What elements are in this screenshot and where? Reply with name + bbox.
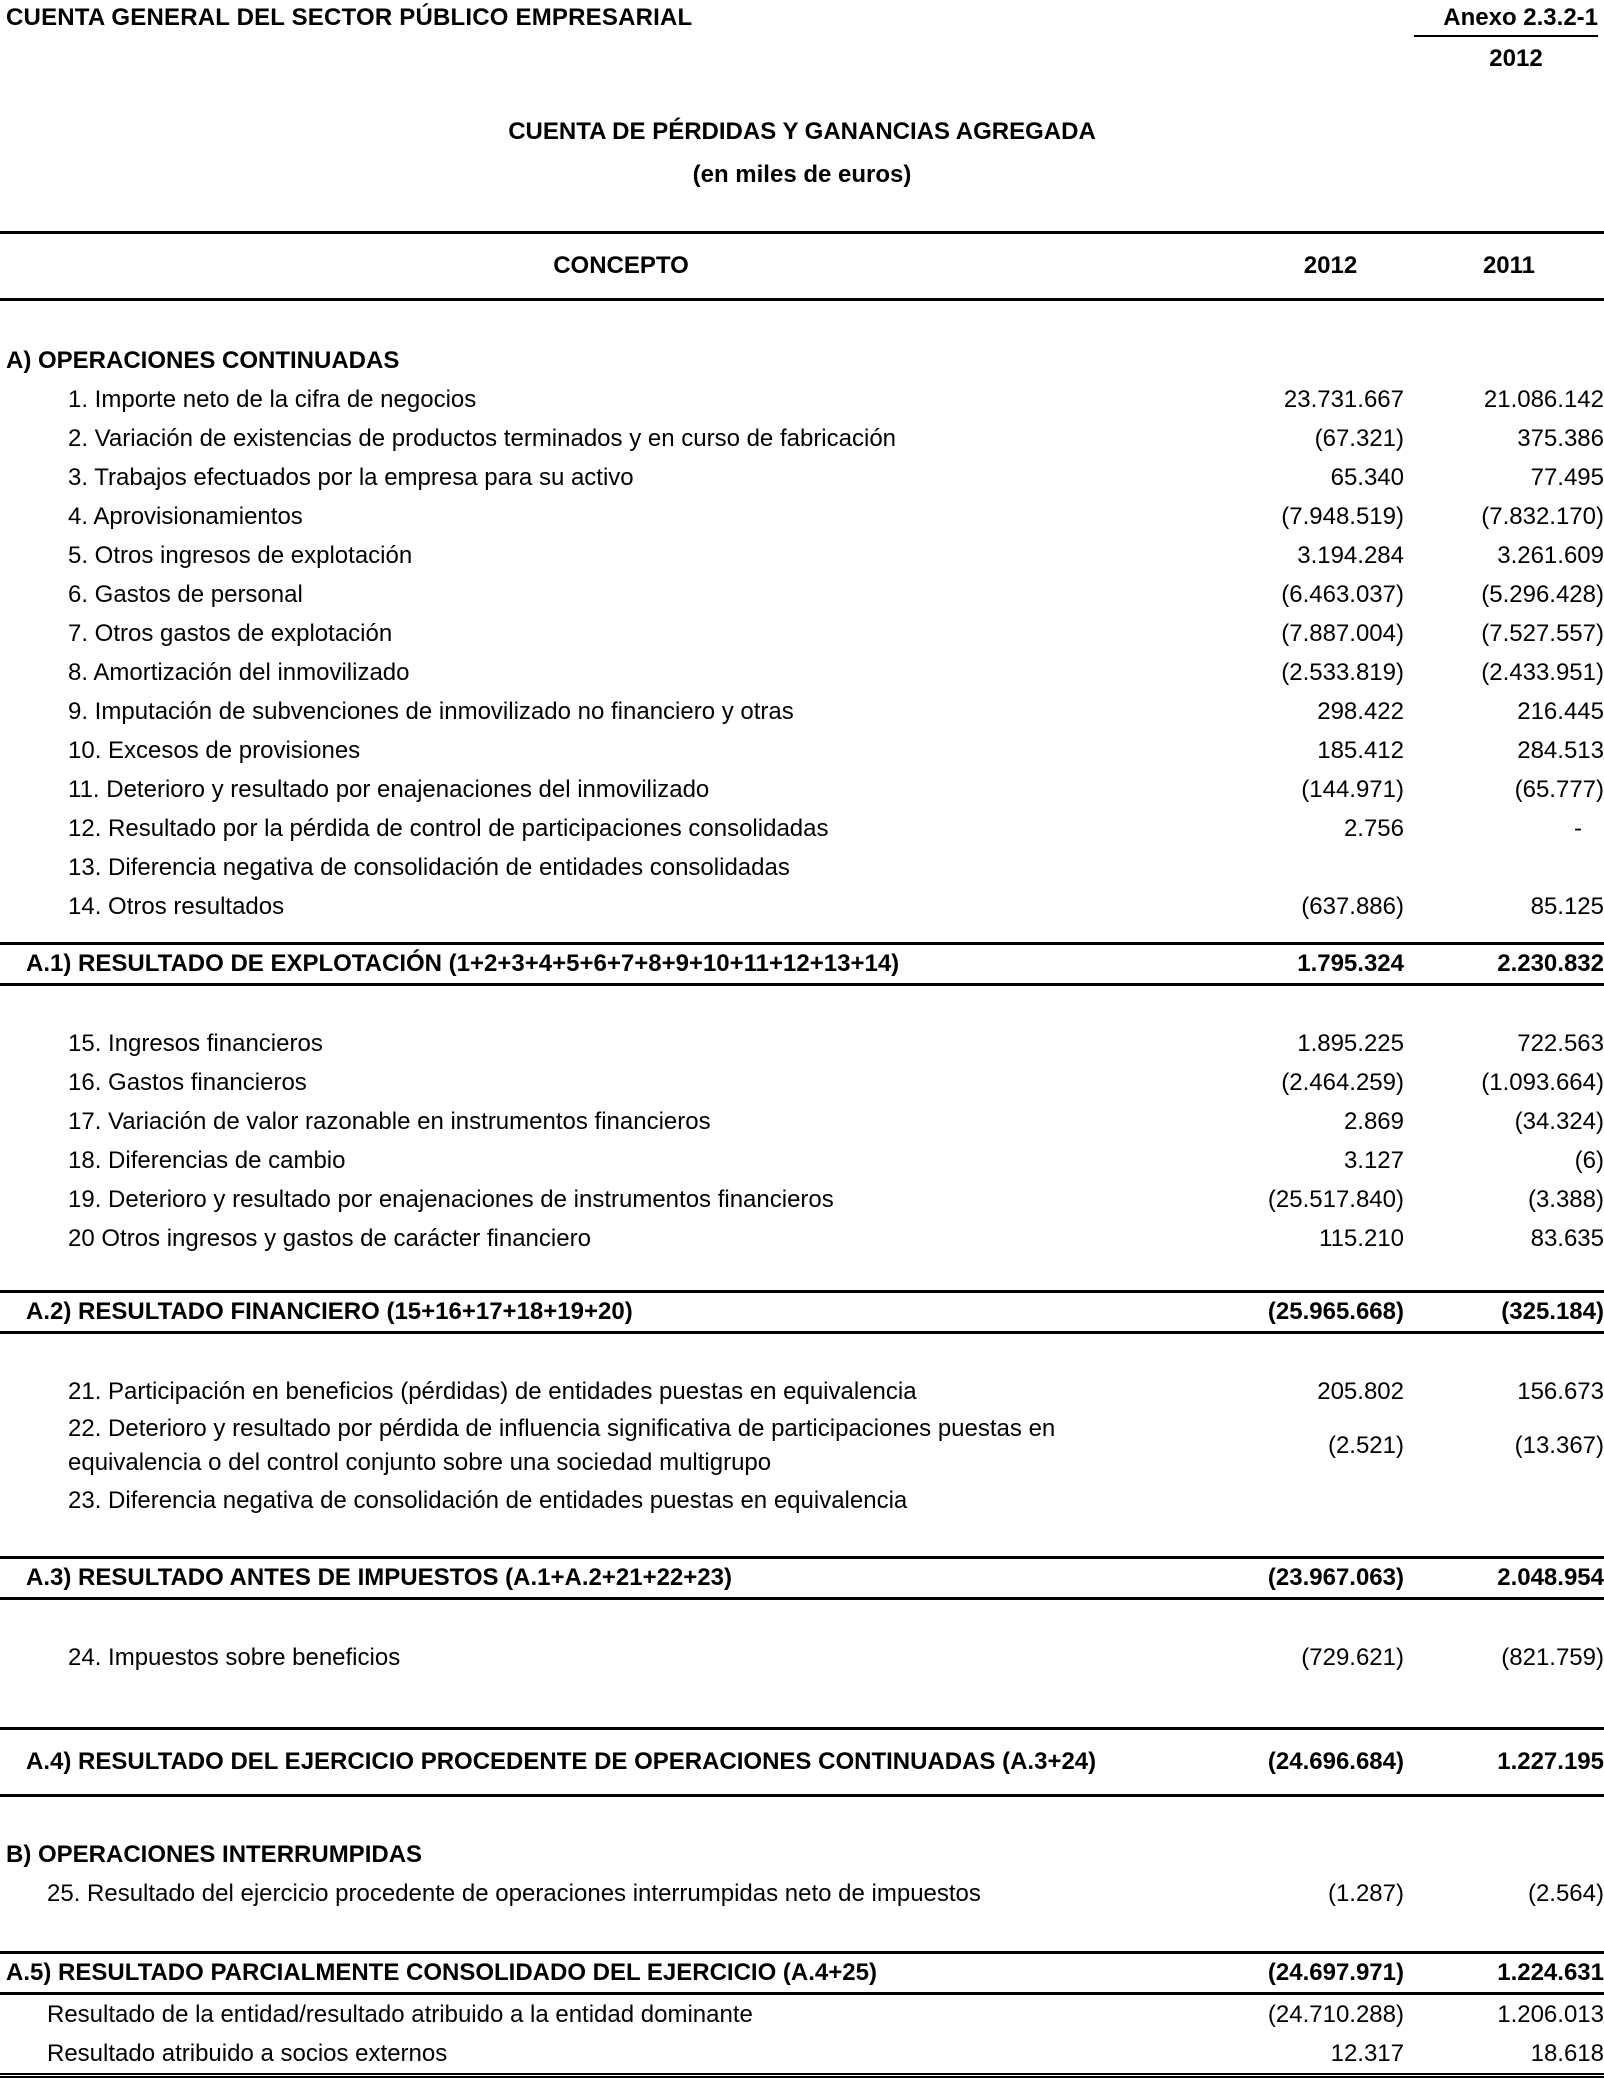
table-header-row — [0, 233, 1604, 300]
value-2011: 1.227.195 — [1404, 1729, 1604, 1796]
value-2011 — [1404, 848, 1604, 887]
row-label: 10. Excesos de provisiones — [68, 736, 361, 764]
row-label: 13. Diferencia negativa de consolidación de entidades consolidadas — [68, 853, 790, 881]
table-row — [0, 614, 1604, 653]
row-label: 19. Deterioro y resultado por enajenaciones de instrumentos financieros — [68, 1185, 834, 1213]
subtotal-row — [0, 1558, 1604, 1599]
value-2011: 216.445 — [1517, 697, 1604, 725]
row-label: A.1) RESULTADO DE EXPLOTACIÓN (1+2+3+4+5+6+7+8+9+10+11+12+13+14) — [0, 944, 1222, 985]
row-label: A) OPERACIONES CONTINUADAS — [6, 346, 400, 374]
row-label: 14. Otros resultados — [68, 892, 285, 920]
value-2011 — [1404, 341, 1604, 380]
value-2011: 722.563 — [1517, 1029, 1604, 1057]
value-2012: 3.127 — [1343, 1146, 1404, 1174]
value-2012: (2.521) — [1327, 1432, 1404, 1459]
value-2011: 21.086.142 — [1483, 385, 1604, 413]
value-2012: 2.869 — [1343, 1107, 1404, 1135]
table-row — [0, 1994, 1604, 2035]
table-row — [0, 653, 1604, 692]
subtotal-row — [0, 1729, 1604, 1796]
table-row — [0, 770, 1604, 809]
value-2012: (25.517.840) — [1267, 1185, 1404, 1213]
value-2012 — [1222, 848, 1404, 887]
value-2012: (637.886) — [1301, 892, 1404, 920]
table-row — [0, 731, 1604, 770]
page-subtitle: (en miles de euros) — [692, 161, 912, 188]
value-2011: (325.184) — [1404, 1292, 1604, 1333]
row-label: 5. Otros ingresos de explotación — [68, 541, 413, 569]
row-label: 8. Amortización del inmovilizado — [68, 658, 410, 686]
row-label: A.5) RESULTADO PARCIALMENTE CONSOLIDADO DEL EJERCICIO (A.4+25) — [0, 1953, 1222, 1994]
annex-year: 2012 — [1489, 45, 1543, 72]
table-row — [0, 536, 1604, 575]
table-row — [0, 848, 1604, 887]
row-label: 21. Participación en beneficios (pérdidas) de entidades puestas en equivalencia — [68, 1377, 917, 1405]
value-2012: (24.710.288) — [1267, 2000, 1404, 2028]
table-row — [0, 692, 1604, 731]
report-org-title: CUENTA GENERAL DEL SECTOR PÚBLICO EMPRESARIAL — [6, 4, 693, 31]
column-header-concept: CONCEPTO — [0, 233, 1222, 300]
value-2011: (2.564) — [1527, 1879, 1604, 1907]
row-label: 11. Deterioro y resultado por enajenaciones del inmovilizado — [68, 775, 710, 803]
row-spacer — [0, 926, 1604, 944]
table-row — [0, 2034, 1604, 2076]
row-label: A.2) RESULTADO FINANCIERO (15+16+17+18+19+20) — [0, 1292, 1222, 1333]
row-label: 7. Otros gastos de explotación — [68, 619, 393, 647]
value-2012: (729.621) — [1301, 1643, 1404, 1671]
income-statement-table — [0, 231, 1604, 2078]
row-label: 18. Diferencias de cambio — [68, 1146, 346, 1174]
value-2012: 3.194.284 — [1297, 541, 1404, 569]
value-2012: 298.422 — [1317, 697, 1404, 725]
row-label: 23. Diferencia negativa de consolidación de entidades puestas en equivalencia — [68, 1486, 908, 1514]
table-row — [0, 1180, 1604, 1219]
value-2011: (6) — [1574, 1146, 1604, 1174]
row-spacer — [0, 300, 1604, 342]
subtotal-row — [0, 1953, 1604, 1994]
row-label: 9. Imputación de subvenciones de inmovilizado no financiero y otras — [68, 697, 794, 725]
row-label: 15. Ingresos financieros — [68, 1029, 323, 1057]
row-spacer — [0, 1258, 1604, 1292]
value-2011: 3.261.609 — [1497, 541, 1604, 569]
value-2012 — [1222, 1835, 1404, 1874]
row-label: 25. Resultado del ejercicio procedente de operaciones interrumpidas neto de impuestos — [47, 1879, 981, 1907]
value-2012: (144.971) — [1301, 775, 1404, 803]
row-label: B) OPERACIONES INTERRUMPIDAS — [6, 1840, 423, 1868]
value-2011: 2.048.954 — [1404, 1558, 1604, 1599]
value-2011: 375.386 — [1517, 424, 1604, 452]
column-header-2011: 2011 — [1404, 233, 1604, 300]
section-heading-row — [0, 341, 1604, 380]
row-spacer — [0, 1913, 1604, 1953]
table-row — [0, 380, 1604, 419]
column-header-2012: 2012 — [1222, 233, 1404, 300]
value-2011: 77.495 — [1530, 463, 1604, 491]
value-2012: (1.287) — [1327, 1879, 1404, 1907]
row-label: 1. Importe neto de la cifra de negocios — [68, 385, 477, 413]
value-2011: 18.618 — [1404, 2034, 1604, 2076]
table-row — [0, 1372, 1604, 1411]
row-label: 6. Gastos de personal — [68, 580, 303, 608]
table-row — [0, 1102, 1604, 1141]
table-row — [0, 1638, 1604, 1677]
value-2011: (2.433.951) — [1481, 658, 1604, 686]
row-label: 3. Trabajos efectuados por la empresa para su activo — [68, 463, 634, 491]
value-2012: 185.412 — [1317, 736, 1404, 764]
table-row — [0, 1481, 1604, 1520]
value-2012: (67.321) — [1314, 424, 1404, 452]
table-row — [0, 419, 1604, 458]
row-spacer — [0, 1677, 1604, 1729]
subtotal-row — [0, 944, 1604, 985]
value-2012: (23.967.063) — [1222, 1558, 1404, 1599]
value-2012: 23.731.667 — [1283, 385, 1404, 413]
value-2012: 12.317 — [1222, 2034, 1404, 2076]
value-2012: 1.895.225 — [1297, 1029, 1404, 1057]
row-spacer — [0, 1520, 1604, 1558]
value-2012: (7.887.004) — [1281, 619, 1404, 647]
row-label: Resultado de la entidad/resultado atribuido a la entidad dominante — [47, 2000, 753, 2028]
value-2012: (2.464.259) — [1281, 1068, 1404, 1096]
value-2012: 2.756 — [1343, 814, 1404, 842]
value-2011: 2.230.832 — [1404, 944, 1604, 985]
table-row — [0, 1063, 1604, 1102]
value-2012 — [1222, 1481, 1404, 1520]
row-label: Resultado atribuido a socios externos — [0, 2034, 1222, 2076]
value-2011: - — [1574, 814, 1582, 842]
value-2011: 156.673 — [1517, 1377, 1604, 1405]
row-label: 22. Deterioro y resultado por pérdida de influencia significativa de participaciones puestas en equivalencia o del control conjunto sobre una sociedad multigrupo — [68, 1415, 1056, 1476]
row-spacer — [0, 985, 1604, 1025]
value-2011: (34.324) — [1514, 1107, 1604, 1135]
value-2011 — [1404, 1481, 1604, 1520]
row-spacer — [0, 1796, 1604, 1836]
value-2011: (7.527.557) — [1481, 619, 1604, 647]
section-heading-row — [0, 1835, 1604, 1874]
row-label: A.4) RESULTADO DEL EJERCICIO PROCEDENTE DE OPERACIONES CONTINUADAS (A.3+24) — [0, 1729, 1222, 1796]
row-label: A.3) RESULTADO ANTES DE IMPUESTOS (A.1+A.2+21+22+23) — [0, 1558, 1222, 1599]
value-2011: (65.777) — [1514, 775, 1604, 803]
table-row — [0, 1411, 1604, 1481]
row-label: 24. Impuestos sobre beneficios — [68, 1643, 401, 1671]
row-spacer — [0, 1333, 1604, 1373]
value-2012: (6.463.037) — [1281, 580, 1404, 608]
row-label: 12. Resultado por la pérdida de control de participaciones consolidadas — [68, 814, 829, 842]
table-row — [0, 809, 1604, 848]
page-title: CUENTA DE PÉRDIDAS Y GANANCIAS AGREGADA — [508, 118, 1096, 145]
table-row — [0, 575, 1604, 614]
value-2011: 284.513 — [1517, 736, 1604, 764]
row-label: 2. Variación de existencias de productos terminados y en curso de fabricación — [68, 424, 897, 452]
value-2011: 1.206.013 — [1497, 2000, 1604, 2028]
table-row — [0, 497, 1604, 536]
value-2011: (3.388) — [1527, 1185, 1604, 1213]
value-2011: (821.759) — [1501, 1643, 1604, 1671]
table-row — [0, 458, 1604, 497]
value-2011: 1.224.631 — [1404, 1953, 1604, 1994]
table-row — [0, 1024, 1604, 1063]
value-2012: 205.802 — [1317, 1377, 1404, 1405]
value-2012: (24.696.684) — [1222, 1729, 1404, 1796]
row-label: 17. Variación de valor razonable en instrumentos financieros — [68, 1107, 711, 1135]
row-label: 4. Aprovisionamientos — [68, 502, 303, 530]
value-2012: (24.697.971) — [1222, 1953, 1404, 1994]
value-2012 — [1222, 341, 1404, 380]
annex-label: Anexo 2.3.2-1 — [1414, 4, 1598, 37]
subtotal-row — [0, 1292, 1604, 1333]
value-2011: (13.367) — [1514, 1432, 1604, 1459]
table-row — [0, 1141, 1604, 1180]
value-2011 — [1404, 1835, 1604, 1874]
value-2012: (7.948.519) — [1281, 502, 1404, 530]
value-2012: (2.533.819) — [1281, 658, 1404, 686]
table-row — [0, 1219, 1604, 1258]
value-2012: 65.340 — [1330, 463, 1404, 491]
table-row — [0, 1874, 1604, 1913]
value-2011: (5.296.428) — [1481, 580, 1604, 608]
value-2011: (7.832.170) — [1481, 502, 1604, 530]
value-2012: 1.795.324 — [1222, 944, 1404, 985]
value-2011: 85.125 — [1530, 892, 1604, 920]
value-2012: (25.965.668) — [1222, 1292, 1404, 1333]
row-spacer — [0, 1599, 1604, 1639]
row-label: 20 Otros ingresos y gastos de carácter financiero — [68, 1224, 591, 1252]
value-2011: 83.635 — [1530, 1224, 1604, 1252]
value-2012: 115.210 — [1319, 1224, 1404, 1252]
value-2011: (1.093.664) — [1481, 1068, 1604, 1096]
row-label: 16. Gastos financieros — [68, 1068, 307, 1096]
annex-block — [1414, 4, 1598, 73]
table-row — [0, 887, 1604, 926]
